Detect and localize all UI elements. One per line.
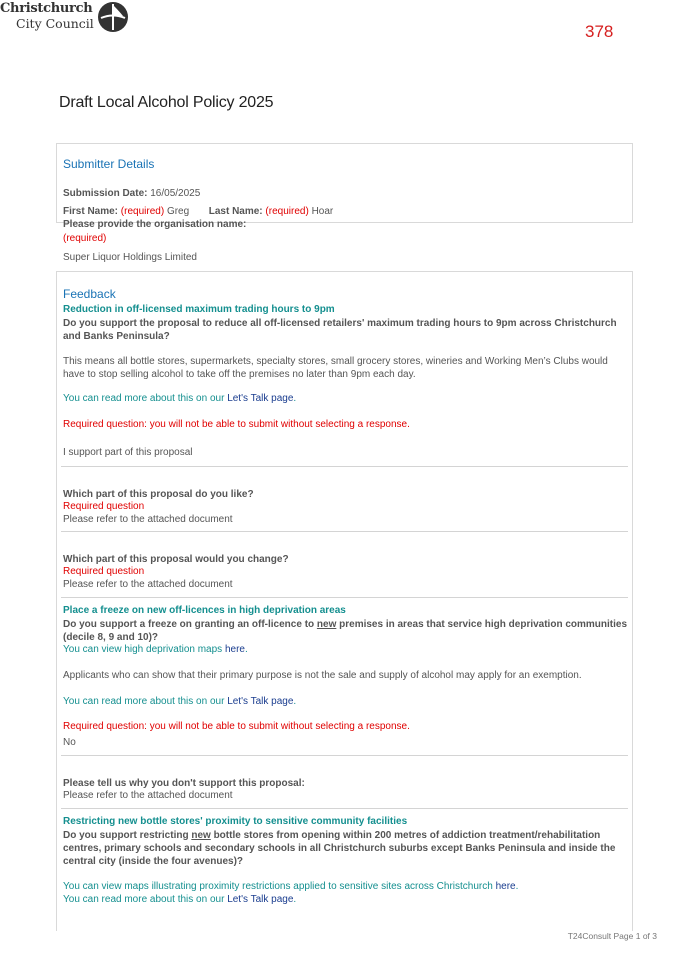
q1-read-more bbox=[63, 393, 296, 404]
divider bbox=[61, 466, 628, 467]
council-logo bbox=[0, 0, 130, 34]
q1-answer: I support part of this proposal bbox=[63, 447, 193, 458]
read-more-text: You can read more about this on our bbox=[63, 393, 228, 404]
q3-question bbox=[63, 829, 629, 868]
q2-heading: Place a freeze on new off-licences in high deprivation areas bbox=[63, 605, 346, 616]
q2-question-emphasis: new bbox=[316, 619, 337, 630]
lets-talk-link[interactable]: Let's Talk page bbox=[227, 894, 294, 905]
why-answer: Please refer to the attached document bbox=[63, 790, 233, 801]
name-row bbox=[63, 206, 333, 217]
required-tag: (required) bbox=[265, 206, 309, 217]
q3-question-text: Do you support restricting bbox=[63, 830, 192, 841]
organisation-value: Super Liquor Holdings Limited bbox=[63, 252, 197, 263]
submission-date-value: 16/05/2025 bbox=[150, 188, 201, 199]
page-footer: T24Consult Page 1 of 3 bbox=[567, 931, 657, 941]
maps-text: You can view high deprivation maps bbox=[63, 644, 225, 655]
last-name-label: Last Name: bbox=[208, 206, 263, 217]
divider bbox=[61, 531, 628, 532]
q2-description: Applicants who can show that their primary purpose is not the sale and supply of alcohol may apply for an exemption. bbox=[63, 670, 582, 681]
q2-question-text-end: premises in areas that service high deprivation communities (decile 8, 9 and 10)? bbox=[63, 619, 628, 643]
read-more-text: You can read more about this on our bbox=[63, 894, 228, 905]
read-more-period: . bbox=[293, 894, 297, 905]
q3-question-emphasis: new bbox=[191, 830, 211, 841]
organisation-required: (required) bbox=[63, 233, 107, 244]
q3-heading: Restricting new bottle stores' proximity to sensitive community facilities bbox=[63, 816, 408, 827]
q1-description: This means all bottle stores, supermarkets, specialty stores, small grocery stores, wineries and Working Men’s Clubs would have to stop selling alcohol to take off the premises no later than 9pm each day. bbox=[63, 356, 608, 380]
council-emblem-icon bbox=[97, 1, 129, 33]
like-question: Which part of this proposal do you like? bbox=[63, 489, 254, 500]
maps-period: . bbox=[244, 644, 248, 655]
maps-text: You can view maps illustrating proximity restrictions applied to sensitive sites across Christchurch bbox=[63, 881, 496, 892]
divider bbox=[61, 808, 628, 809]
q1-heading: Reduction in off-licensed maximum trading hours to 9pm bbox=[63, 304, 335, 315]
q1-required-note: Required question: you will not be able to submit without selecting a response. bbox=[63, 419, 410, 430]
submitter-section-title: Submitter Details bbox=[63, 157, 155, 171]
lets-talk-link[interactable]: Let's Talk page bbox=[227, 696, 294, 707]
q2-question bbox=[63, 618, 629, 644]
organisation-label: Please provide the organisation name: bbox=[63, 219, 247, 230]
submission-date-row bbox=[63, 188, 200, 199]
logo-line2: City Council bbox=[16, 16, 94, 31]
required-tag: (required) bbox=[120, 206, 165, 217]
q2-maps bbox=[63, 644, 248, 655]
deprivation-maps-link[interactable]: here bbox=[224, 644, 245, 655]
q2-question-text: Do you support a freeze on granting an off-licence to bbox=[63, 619, 317, 630]
q3-maps bbox=[63, 881, 518, 892]
why-question: Please tell us why you don't support this proposal: bbox=[63, 778, 305, 789]
q3-question-text-end: bottle stores from opening within 200 metres of addiction treatment/rehabilitation centres, primary schools and secondary schools in all Christchurch suburbs except Banks Peninsula and inside the central city (inside the four avenues)? bbox=[63, 830, 616, 867]
q3-read-more bbox=[63, 894, 296, 905]
read-more-period: . bbox=[293, 696, 297, 707]
q2-answer: No bbox=[63, 737, 76, 748]
like-required: Required question bbox=[63, 501, 145, 512]
lets-talk-link[interactable]: Let's Talk page bbox=[227, 393, 294, 404]
page-number: 378 bbox=[585, 22, 614, 41]
q1-question: Do you support the proposal to reduce all off-licensed retailers' maximum trading hours to 9pm across Christchurch and Banks Peninsula? bbox=[63, 318, 617, 342]
change-required: Required question bbox=[63, 566, 145, 577]
document-title: Draft Local Alcohol Policy 2025 bbox=[59, 94, 274, 111]
first-name-label: First Name: bbox=[63, 206, 119, 217]
read-more-text: You can read more about this on our bbox=[63, 696, 228, 707]
change-question: Which part of this proposal would you change? bbox=[63, 554, 289, 565]
feedback-section-title: Feedback bbox=[63, 287, 116, 301]
last-name-value: Hoar bbox=[311, 206, 334, 217]
maps-period: . bbox=[515, 881, 519, 892]
read-more-period: . bbox=[293, 393, 297, 404]
like-answer: Please refer to the attached document bbox=[63, 514, 233, 525]
proximity-maps-link[interactable]: here bbox=[495, 881, 516, 892]
divider bbox=[61, 755, 628, 756]
submission-date-label: Submission Date: bbox=[63, 188, 148, 199]
change-answer: Please refer to the attached document bbox=[63, 579, 233, 590]
q2-read-more bbox=[63, 696, 296, 707]
first-name-value: Greg bbox=[166, 206, 190, 217]
divider bbox=[61, 597, 628, 598]
q2-required-note: Required question: you will not be able to submit without selecting a response. bbox=[63, 721, 410, 732]
logo-line1: Christchurch bbox=[0, 1, 93, 16]
